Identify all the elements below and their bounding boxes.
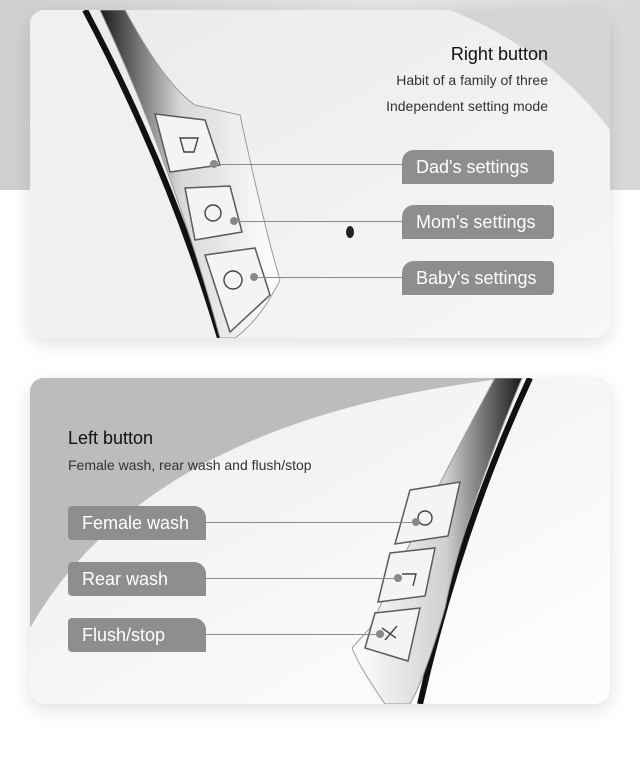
flush-stop-callout-dot bbox=[376, 630, 384, 638]
rear-wash-callout-dot bbox=[394, 574, 402, 582]
dad-callout-dot bbox=[210, 160, 218, 168]
female-wash-callout-dot bbox=[412, 518, 420, 526]
right-desc-line1: Habit of a family of three bbox=[396, 72, 548, 88]
dads-settings-label: Dad's settings bbox=[402, 150, 554, 184]
right-title: Right button bbox=[450, 44, 548, 64]
mom-callout-dot bbox=[230, 217, 238, 225]
rear-wash-label: Rear wash bbox=[68, 562, 206, 596]
rear-wash-callout-line bbox=[206, 578, 396, 579]
left-desc-line1: Female wash, rear wash and flush/stop bbox=[68, 457, 312, 473]
left-panel-illustration bbox=[30, 378, 610, 704]
babys-settings-label: Baby's settings bbox=[402, 261, 554, 295]
right-button-card bbox=[30, 10, 610, 338]
baby-callout-dot bbox=[250, 273, 258, 281]
female-wash-label: Female wash bbox=[68, 506, 206, 540]
flush-stop-callout-line bbox=[206, 634, 378, 635]
flush-stop-label: Flush/stop bbox=[68, 618, 206, 652]
left-title: Left button bbox=[68, 428, 154, 448]
mom-callout-line bbox=[238, 221, 402, 222]
moms-settings-label: Mom's settings bbox=[402, 205, 554, 239]
left-button-card bbox=[30, 378, 610, 704]
baby-callout-line bbox=[258, 277, 402, 278]
dad-callout-line bbox=[218, 164, 402, 165]
right-desc-line2: Independent setting mode bbox=[386, 98, 548, 114]
female-wash-callout-line bbox=[206, 522, 414, 523]
